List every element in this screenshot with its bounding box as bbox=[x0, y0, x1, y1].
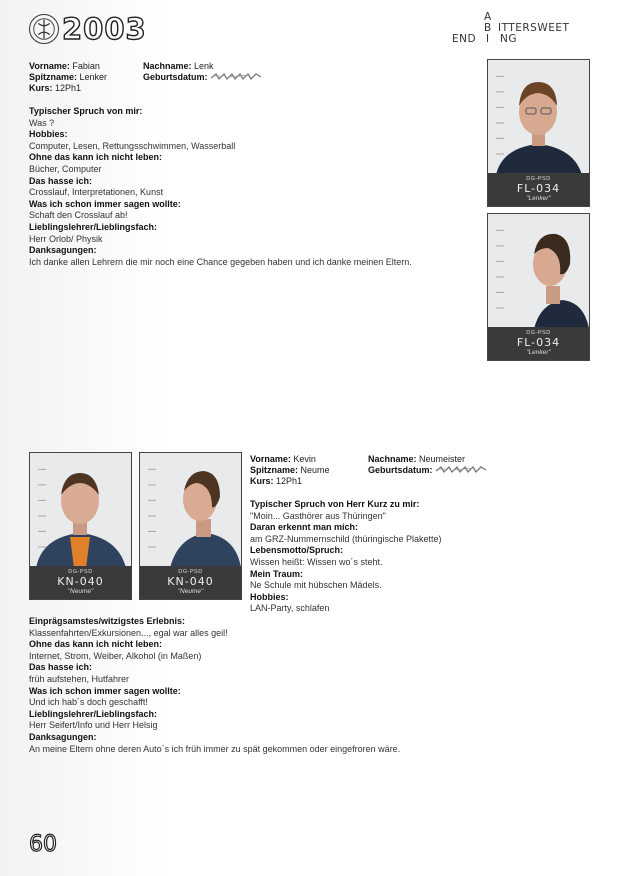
p1-question: Hobbies: bbox=[29, 129, 68, 140]
p2-profile-text-right bbox=[250, 499, 590, 615]
p2-portrait-front-image bbox=[30, 453, 131, 568]
p2-photo-profile-caption bbox=[140, 566, 241, 599]
caption-line1: DG-PSD bbox=[526, 176, 551, 182]
p1-question: Danksagungen: bbox=[29, 245, 97, 256]
p1-kurs-value: 12Ph1 bbox=[55, 83, 82, 93]
p1-portrait-front-image bbox=[488, 60, 589, 175]
p2-vorname-value: Kevin bbox=[293, 454, 316, 464]
p2-spitzname bbox=[250, 465, 330, 477]
p1-kurs bbox=[29, 83, 81, 95]
p1-spitzname bbox=[29, 72, 107, 84]
p1-nachname-value: Lenk bbox=[194, 61, 214, 71]
brand-ng: NG bbox=[500, 33, 517, 45]
p2-geburtsdatum bbox=[368, 465, 487, 477]
p2-answer: Klassenfahrten/Exkursionen..., egal war alles geil! bbox=[29, 627, 228, 638]
p2-kurs bbox=[250, 476, 302, 488]
p2-answer: Internet, Strom, Weiber, Alkohol (in Maßen) bbox=[29, 650, 202, 661]
caption-nickname: "Neume" bbox=[67, 588, 94, 595]
p1-question: Was ich schon immer sagen wollte: bbox=[29, 198, 181, 209]
caption-nickname: "Neume" bbox=[177, 588, 204, 595]
p1-kurs-label: Kurs: bbox=[29, 83, 53, 93]
p2-question: Einprägsamstes/witzigstes Erlebnis: bbox=[29, 616, 186, 626]
school-logo-icon bbox=[29, 14, 59, 44]
p2-answer: Herr Seifert/Info und Herr Helsig bbox=[29, 720, 158, 731]
p2-question: Was ich schon immer sagen wollte: bbox=[29, 685, 181, 696]
brand-logo bbox=[452, 12, 592, 48]
p1-photo-profile-caption bbox=[488, 327, 589, 360]
p2-question: Danksagungen: bbox=[29, 731, 97, 742]
brand-ittersweet: ITTERSWEET bbox=[498, 22, 570, 34]
caption-id: FL-034 bbox=[516, 336, 561, 349]
p1-vorname bbox=[29, 61, 100, 73]
p1-portrait-profile-image bbox=[488, 214, 589, 329]
p2-nachname-label: Nachname: bbox=[368, 454, 417, 464]
p2-answer: An meine Eltern ohne deren Auto`s ich früh immer zu spät gekommen oder eingefroren wäre. bbox=[29, 743, 401, 754]
p2-nachname-value: Neumeister bbox=[419, 454, 466, 464]
p1-answer: Was ? bbox=[29, 117, 55, 128]
p2-redacted-scribble-icon bbox=[435, 465, 487, 474]
p2-question: Lieblingslehrer/Lieblingsfach: bbox=[29, 708, 158, 719]
p2-question: Daran erkennt man mich: bbox=[250, 522, 359, 533]
p1-spitzname-value: Lenker bbox=[79, 72, 108, 82]
p1-geburtsdatum bbox=[143, 72, 262, 84]
p1-question: Typischer Spruch von mir: bbox=[29, 106, 143, 116]
p2-photo-profile bbox=[139, 452, 242, 600]
page-number: 60 bbox=[29, 832, 57, 857]
p2-answer: am GRZ-Nummernschild (thüringische Plakette) bbox=[250, 533, 442, 544]
caption-id: KN-040 bbox=[57, 575, 104, 588]
p1-redacted-scribble-icon bbox=[210, 72, 262, 81]
p2-spitzname-label: Spitzname: bbox=[250, 465, 299, 475]
p2-answer: LAN-Party, schlafen bbox=[250, 603, 330, 614]
p2-answer: Ne Schule mit hübschen Mädels. bbox=[250, 580, 382, 591]
year-title: 2003 bbox=[62, 12, 147, 46]
p1-question: Lieblingslehrer/Lieblingsfach: bbox=[29, 221, 158, 232]
brand-letter-a: A bbox=[484, 11, 492, 23]
p2-portrait-profile-image bbox=[140, 453, 241, 568]
p1-answer: Herr Orlob/ Physik bbox=[29, 233, 103, 244]
caption-id: FL-034 bbox=[516, 182, 561, 195]
p1-answer: Ich danke allen Lehrern die mir noch eine Chance gegeben haben und ich danke meinen Eltern. bbox=[29, 256, 412, 267]
caption-line1: DG-PSD bbox=[526, 330, 551, 336]
brand-letter-b: B bbox=[484, 22, 492, 34]
caption-nickname: "Lenker" bbox=[526, 195, 551, 202]
p1-vorname-value: Fabian bbox=[72, 61, 100, 71]
p2-question: Typischer Spruch von Herr Kurz zu mir: bbox=[250, 499, 420, 509]
p2-kurs-value: 12Ph1 bbox=[276, 476, 303, 486]
p2-question: Das hasse ich: bbox=[29, 662, 93, 673]
p2-spitzname-value: Neume bbox=[300, 465, 330, 475]
p2-question: Ohne das kann ich nicht leben: bbox=[29, 639, 163, 650]
p2-question: Hobbies: bbox=[250, 591, 289, 602]
p1-answer: Computer, Lesen, Rettungsschwimmen, Wasserball bbox=[29, 140, 236, 151]
p2-photo-front-caption bbox=[30, 566, 131, 599]
caption-line1: DG-PSD bbox=[178, 569, 203, 575]
p1-answer: Crosslauf, Interpretationen, Kunst bbox=[29, 187, 164, 198]
p2-answer: früh aufstehen, Hutfahrer bbox=[29, 673, 130, 684]
p2-profile-text-below bbox=[29, 616, 589, 755]
p2-geburtsdatum-label: Geburtsdatum: bbox=[368, 465, 433, 475]
p1-profile-text bbox=[29, 106, 484, 268]
p2-answer: Wissen heißt: Wissen wo´s steht. bbox=[250, 556, 383, 567]
p1-answer: Schaft den Crosslauf ab! bbox=[29, 210, 128, 221]
p1-photo-front-caption bbox=[488, 173, 589, 206]
p2-vorname-label: Vorname: bbox=[250, 454, 291, 464]
p1-vorname-label: Vorname: bbox=[29, 61, 70, 71]
caption-nickname: "Lenker" bbox=[526, 349, 551, 356]
p1-answer: Bücher, Computer bbox=[29, 163, 102, 174]
p2-question: Mein Traum: bbox=[250, 568, 304, 579]
brand-end: END bbox=[452, 33, 477, 45]
p1-nachname bbox=[143, 61, 214, 73]
p1-spitzname-label: Spitzname: bbox=[29, 72, 78, 82]
p1-question: Ohne das kann ich nicht leben: bbox=[29, 152, 163, 163]
p2-kurs-label: Kurs: bbox=[250, 476, 274, 486]
p1-nachname-label: Nachname: bbox=[143, 61, 192, 71]
p1-photo-front bbox=[487, 59, 590, 207]
brand-letter-i: I bbox=[486, 33, 490, 45]
p1-question: Das hasse ich: bbox=[29, 175, 93, 186]
p2-question: Lebensmotto/Spruch: bbox=[250, 545, 344, 556]
p2-nachname bbox=[368, 454, 465, 466]
caption-line1: DG-PSD bbox=[68, 569, 93, 575]
caption-id: KN-040 bbox=[167, 575, 214, 588]
p2-answer: "Moin... Gasthörer aus Thüringen" bbox=[250, 510, 386, 521]
p2-vorname bbox=[250, 454, 316, 466]
p1-geburtsdatum-label: Geburtsdatum: bbox=[143, 72, 208, 82]
p1-photo-profile bbox=[487, 213, 590, 361]
p2-answer: Und ich hab´s doch geschafft! bbox=[29, 697, 148, 708]
p2-photo-front bbox=[29, 452, 132, 600]
